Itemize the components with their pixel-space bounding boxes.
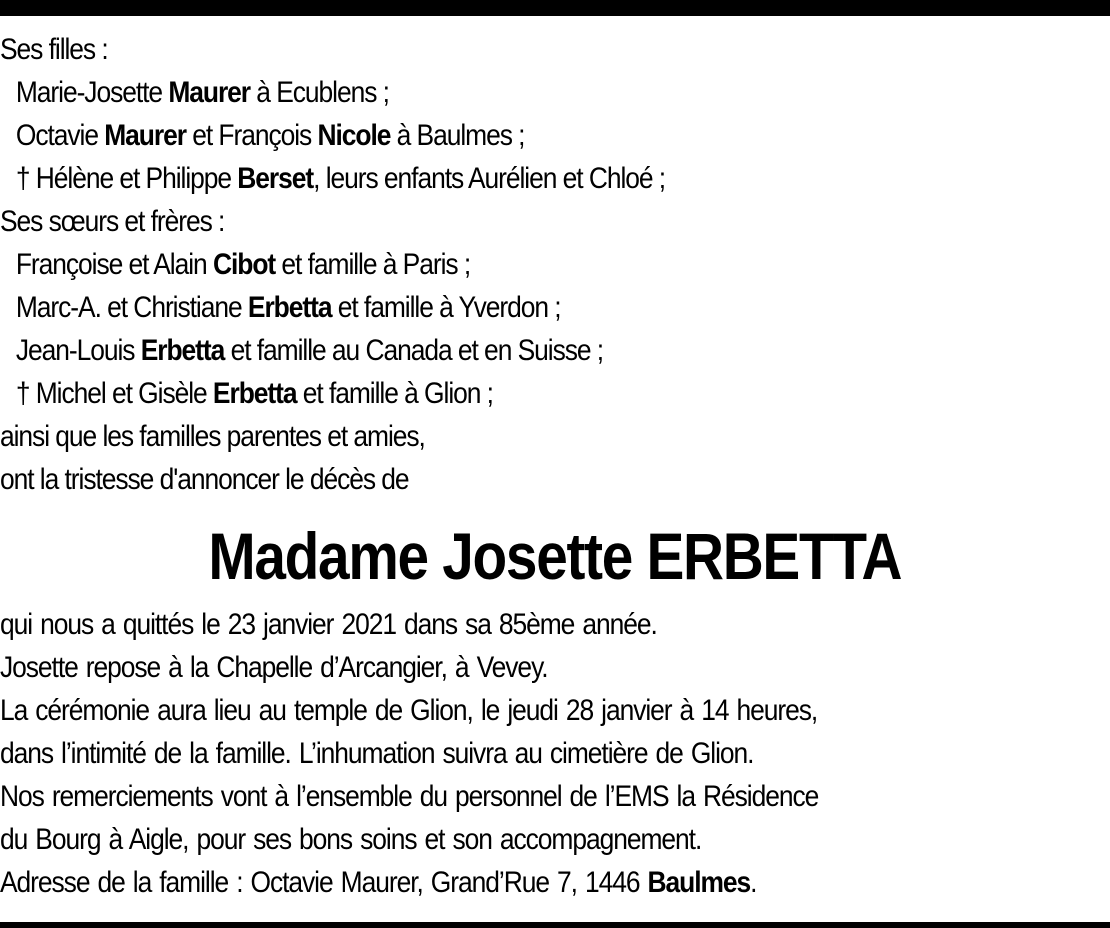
- family-name: Maurer: [104, 119, 186, 152]
- deceased-name-heading: [0, 511, 1110, 601]
- family-name: Maurer: [168, 76, 251, 109]
- family-name: Berset: [237, 162, 314, 195]
- text-segment: et famille à Glion ;: [296, 377, 493, 410]
- family-name: Cibot: [212, 248, 276, 281]
- text-segment: † Michel et Gisèle: [15, 377, 213, 410]
- daughter-line: [0, 114, 977, 157]
- text-segment: .: [750, 866, 757, 899]
- text-segment: Marc-A. et Christiane: [15, 291, 248, 324]
- relatives-line: ainsi que les familles parentes et amies,: [0, 420, 425, 453]
- text-segment: Jean-Louis: [15, 334, 141, 367]
- address-city: Baulmes: [647, 866, 751, 899]
- family-name: Nicole: [317, 119, 391, 152]
- details-line: qui nous a quittés le 23 janvier 2021 dans sa 85ème année.: [0, 608, 657, 641]
- family-name: Erbetta: [140, 334, 225, 367]
- siblings-heading: Ses sœurs et frères :: [0, 205, 225, 238]
- daughters-heading: Ses filles :: [0, 33, 108, 66]
- text-segment: à Baulmes ;: [390, 119, 525, 152]
- text-segment: Octavie: [15, 119, 105, 152]
- details-line: du Bourg à Aigle, pour ses bons soins et son accompagnement.: [0, 823, 702, 856]
- deceased-name: Madame Josette ERBETTA: [208, 519, 902, 593]
- daughter-line: [0, 157, 977, 200]
- top-border-rule: [0, 0, 1110, 16]
- text-segment: , leurs enfants Aurélien et Chloé ;: [313, 162, 666, 195]
- sibling-line: [0, 243, 977, 286]
- sibling-line: [0, 329, 977, 372]
- obituary-notice: [0, 28, 1110, 904]
- announcement-line: ont la tristesse d'annoncer le décès de: [0, 463, 409, 496]
- details-line: La cérémonie aura lieu au temple de Glion, le jeudi 28 janvier à 14 heures,: [0, 694, 818, 727]
- text-segment: Françoise et Alain: [15, 248, 213, 281]
- daughter-line: [0, 71, 977, 114]
- text-segment: Adresse de la famille : Octavie Maurer, Grand’Rue 7, 1446: [0, 866, 648, 899]
- text-segment: et François: [185, 119, 318, 152]
- text-segment: à Ecublens ;: [250, 76, 389, 109]
- family-address-line: [0, 861, 977, 904]
- sibling-line: [0, 372, 977, 415]
- details-line: dans l’intimité de la famille. L’inhumation suivra au cimetière de Glion.: [0, 737, 754, 770]
- text-segment: Marie-Josette: [15, 76, 169, 109]
- family-name: Erbetta: [247, 291, 332, 324]
- text-segment: et famille au Canada et en Suisse ;: [224, 334, 604, 367]
- bottom-border-rule: [0, 922, 1110, 928]
- details-line: Josette repose à la Chapelle d’Arcangier, à Vevey.: [0, 651, 548, 684]
- text-segment: et famille à Yverdon ;: [331, 291, 561, 324]
- family-name: Erbetta: [212, 377, 297, 410]
- text-segment: † Hélène et Philippe: [15, 162, 238, 195]
- details-line: Nos remerciements vont à l’ensemble du personnel de l’EMS la Résidence: [0, 780, 819, 813]
- text-segment: et famille à Paris ;: [275, 248, 471, 281]
- sibling-line: [0, 286, 977, 329]
